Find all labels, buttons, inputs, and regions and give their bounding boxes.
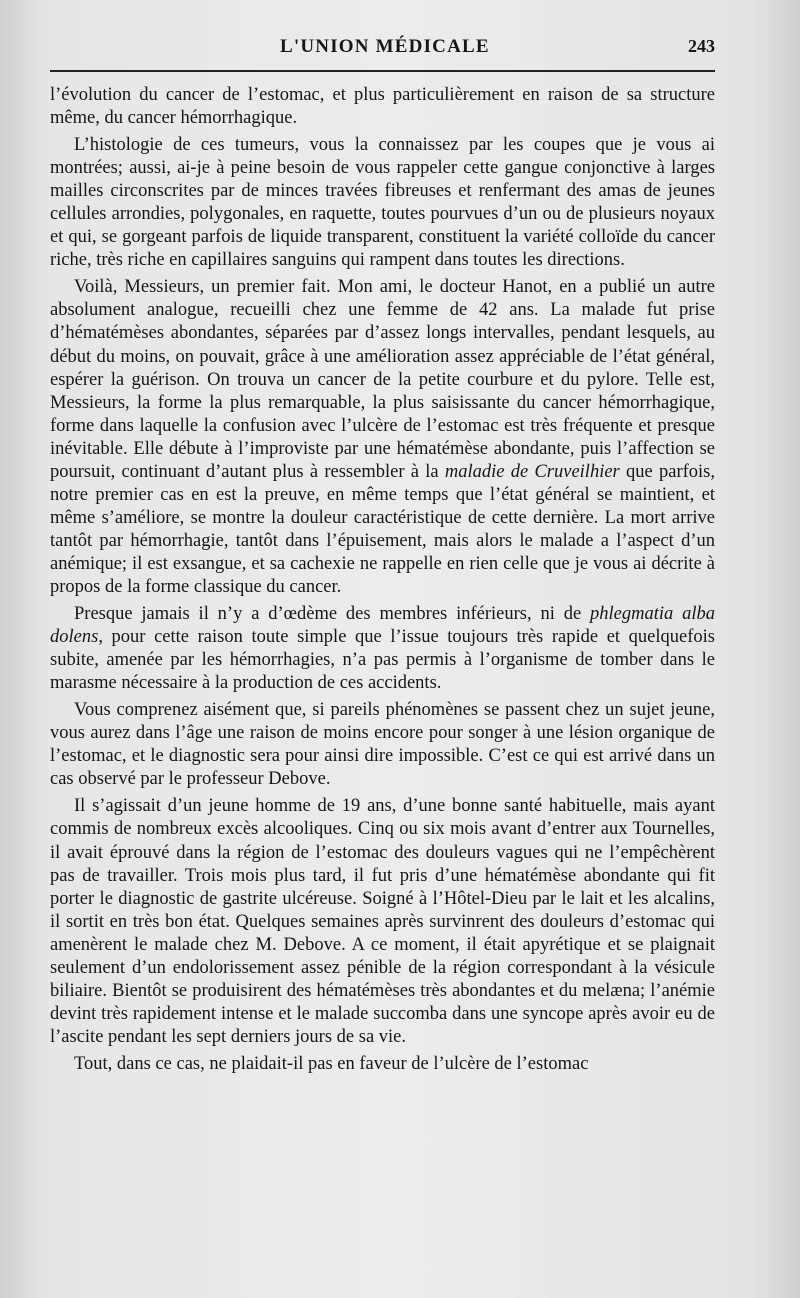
- paragraph: [50, 1053, 715, 1076]
- header-rule: [50, 70, 715, 72]
- paragraph: [50, 795, 715, 1049]
- page-number: 243: [688, 36, 715, 56]
- paragraph-text: Voilà, Messieurs, un premier fait. Mon ami, le docteur Hanot, en a publié un autre absolument analogue, recueilli chez une femme de 42 ans. La malade fut prise d’hématémèses abondantes, séparées par d’assez longs intervalles, pendant lesquels, au début du moins, on pouvait, grâce à une amélioration assez appréciable de l’état général, espérer la guérison. On trouva un cancer de la petite courbure et du pylore. Telle est, Messieurs, la forme la plus remarquable, la plus saisissante du cancer hémorrhagique, forme dans laquelle la confusion avec l’ulcère de l’estomac est très fréquente et presque inévitable. Elle débute à l’improviste par une hématémèse abondante, puis l’affection se poursuit, continuant d’autant plus à ressembler à la: [50, 277, 715, 482]
- paragraph: [50, 134, 715, 272]
- paragraph: [50, 603, 715, 695]
- italic-text: phlegmatia alba dolens: [50, 604, 715, 648]
- paragraph: [50, 276, 715, 599]
- paragraph-text: Vous comprenez aisément que, si pareils phénomènes se passent chez un sujet jeune, vous aurez dans l’âge une raison de moins encore pour songer à une lésion organique de l’estomac, et le diagnostic sera pour ainsi dire impossible. C’est ce qui est arrivé dans un cas observé par le professeur Debove.: [50, 700, 715, 790]
- paragraph-text: l’évolution du cancer de l’estomac, et plus particulièrement en raison de sa structure même, du cancer hémorrhagique.: [50, 85, 715, 129]
- article-body: [50, 84, 715, 1076]
- paragraph-text: que parfois, notre premier cas en est la preuve, en même temps que l’état général se maintient, et même s’améliore, se montre la douleur caractéristique de cette dernière. La mort arrive tantôt par hémorrhagie, tantôt dans l’épuisement, mais alors le malade a l’aspect d’un anémique; il est exsangue, et sa cachexie ne rappelle en rien celle que je vous ai décrite à propos de la forme classique du cancer.: [50, 461, 715, 597]
- running-header: [50, 34, 715, 64]
- italic-text: maladie de Cruveilhier: [444, 461, 620, 482]
- paragraph-text: Presque jamais il n’y a d’œdème des membres inférieurs, ni de: [74, 604, 591, 625]
- paragraph-text: L’histologie de ces tumeurs, vous la connaissez par les coupes que je vous ai montrées; aussi, ai-je à peine besoin de vous rappeler cette gangue conjonctive à larges mailles circonscrites par de minces travées fibreuses et renfermant des amas de jeunes cellules arrondies, polygonales, en raquette, toutes pourvues d’un ou de plusieurs noyaux et qui, se gorgeant parfois de liquide transparent, constituent la variété colloïde du cancer riche, très riche en capillaires sanguins qui rampent dans toutes les directions.: [50, 135, 715, 271]
- journal-title: L'UNION MÉDICALE: [280, 36, 490, 57]
- paragraph: [50, 699, 715, 791]
- paragraph-text: Il s’agissait d’un jeune homme de 19 ans, d’une bonne santé habituelle, mais ayant commis de nombreux excès alcooliques. Cinq ou six mois avant d’entrer aux Tournelles, il avait éprouvé dans la région de l’estomac des douleurs vagues qui ne l’empêchèrent pas de travailler. Trois mois plus tard, il fut pris d’une hématémèse abondante qui fit porter le diagnostic de gastrite ulcéreuse. Soigné à l’Hôtel-Dieu par le lait et les alcalins, il sortit en très bon état. Quelques semaines après survinrent des douleurs d’estomac qui amenèrent le malade chez M. Debove. A ce moment, il était apyrétique et se plaignait seulement d’un endolorissement assez pénible de la région correspondant à la vésicule biliaire. Bientôt se produisirent des hématémèses très abondantes et du melæna; l’anémie devint très rapidement intense et le malade succomba dans une syncope après avoir eu de l’ascite pendant les sept derniers jours de sa vie.: [50, 796, 715, 1047]
- paragraph-text: , pour cette raison toute simple que l’issue toujours très rapide et quelquefois subite, amenée par les hémorrhagies, n’a pas permis à l’organisme de tomber dans le marasme nécessaire à la production de ces accidents.: [50, 627, 715, 694]
- paragraph: [50, 84, 715, 130]
- paragraph-text: Tout, dans ce cas, ne plaidait-il pas en faveur de l’ulcère de l’estomac: [74, 1053, 589, 1074]
